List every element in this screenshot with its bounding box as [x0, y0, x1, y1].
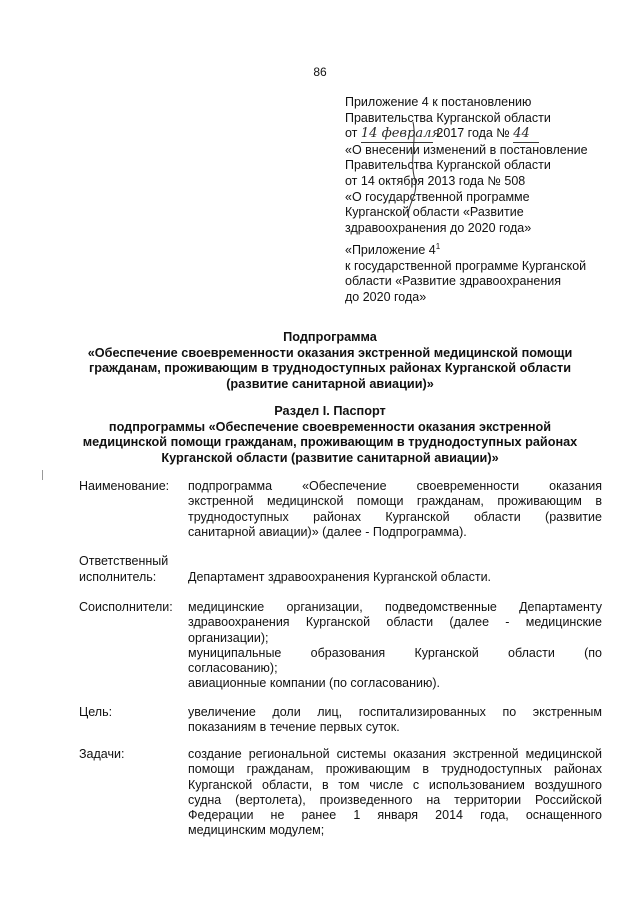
name-line: труднодоступных районах Курганской области (развитие: [188, 509, 602, 524]
appendix-header: [345, 95, 625, 236]
appendix-line: Правительства Курганской области: [345, 158, 551, 173]
coexecutors-line: согласованию);: [188, 661, 278, 676]
section-line: Раздел I. Паспорт: [274, 404, 386, 418]
section-line: подпрограммы «Обеспечение своевременности оказания экстренной: [108, 419, 552, 434]
appendix-line: Приложение 4 к постановлению: [345, 95, 532, 109]
appendix2-superscript: 1: [435, 241, 441, 251]
tasks-line: Федерации не ранее 1 января 2014 года, оснащенного: [188, 808, 602, 823]
goal-line: увеличение доли лиц, госпитализированных по экстренным: [188, 705, 602, 719]
title-line: Подпрограмма: [283, 330, 377, 344]
name-value: [188, 479, 602, 540]
tasks-label: Задачи:: [79, 747, 125, 761]
tasks-line: судна (вертолета), произведенного на территории Российской: [188, 792, 602, 807]
signature-stroke: [395, 120, 435, 220]
margin-mark: [42, 470, 43, 480]
tasks-value: [188, 747, 602, 839]
handwritten-date: 14 февраля: [360, 126, 440, 142]
page-number: 86: [313, 65, 327, 79]
section-line: медицинской помощи гражданам, проживающим в труднодоступных районах: [82, 435, 578, 449]
appendix-line-prefix: от: [345, 126, 358, 141]
coexecutors-line: авиационные компании (по согласованию).: [188, 676, 440, 691]
coexecutors-line: здравоохранения Курганской области (далее - медицинские: [188, 615, 602, 630]
appendix-line: «О государственной программе: [345, 189, 530, 204]
appendix-to-program: [345, 243, 625, 305]
name-line: экстренной медицинской помощи гражданам, проживающим в: [188, 494, 602, 509]
appendix-line-middle: 2017 года №: [436, 126, 510, 141]
coexecutors-line: муниципальные образования Курганской области (по: [188, 645, 602, 660]
goal-label: Цель:: [79, 705, 113, 719]
tasks-line: помощи гражданам, проживающим в труднодоступных районах: [188, 762, 602, 777]
name-line: санитарной авиации)» (далее - Подпрограмма).: [188, 524, 467, 539]
title-line: (развитие санитарной авиации)»: [226, 376, 434, 391]
subprogram-title: [40, 330, 620, 392]
responsible-value: [188, 570, 602, 585]
appendix-line: Курганской области «Развитие: [345, 205, 524, 220]
coexecutors-line: медицинские организации, подведомственные Департаменту: [188, 600, 602, 614]
tasks-line: Курганской области, в том числе с использованием воздушного: [188, 777, 602, 792]
responsible-label: [79, 554, 168, 585]
coexecutors-value: [188, 600, 602, 692]
name-label: Наименование:: [79, 479, 170, 493]
goal-value: [188, 705, 602, 736]
appendix2-line: до 2020 года»: [345, 289, 427, 304]
appendix-line: здравоохранения до 2020 года»: [345, 220, 532, 235]
coexecutors-label: Соисполнители:: [79, 600, 173, 614]
appendix-line: «О внесении изменений в постановление: [345, 142, 588, 157]
responsible-text: Департамент здравоохранения Курганской области.: [188, 570, 492, 584]
title-line: гражданам, проживающим в труднодоступных районах Курганской области: [88, 361, 572, 375]
section-line: Курганской области (развитие санитарной авиации)»: [161, 450, 499, 465]
name-line: подпрограмма «Обеспечение своевременности оказания: [188, 479, 602, 493]
handwritten-number: 44: [513, 126, 539, 143]
appendix2-line: [345, 243, 625, 259]
appendix2-line: области «Развитие здравоохранения: [345, 274, 561, 289]
appendix-date-line: [345, 126, 625, 143]
coexecutors-line: организации);: [188, 630, 269, 645]
appendix-line: от 14 октября 2013 года № 508: [345, 173, 526, 188]
tasks-line: создание региональной системы оказания экстренной медицинской: [188, 747, 602, 761]
appendix2-title: «Приложение 4: [345, 243, 436, 257]
title-line: «Обеспечение своевременности оказания экстренной медицинской помощи: [87, 345, 573, 360]
section-heading: [40, 404, 620, 466]
responsible-label-line: исполнитель:: [79, 569, 157, 584]
tasks-line: медицинским модулем;: [188, 823, 325, 838]
goal-line: показаниям в течение первых суток.: [188, 720, 400, 735]
appendix-line: Правительства Курганской области: [345, 110, 551, 125]
responsible-label-line: Ответственный: [79, 554, 169, 568]
appendix2-line: к государственной программе Курганской: [345, 258, 587, 273]
